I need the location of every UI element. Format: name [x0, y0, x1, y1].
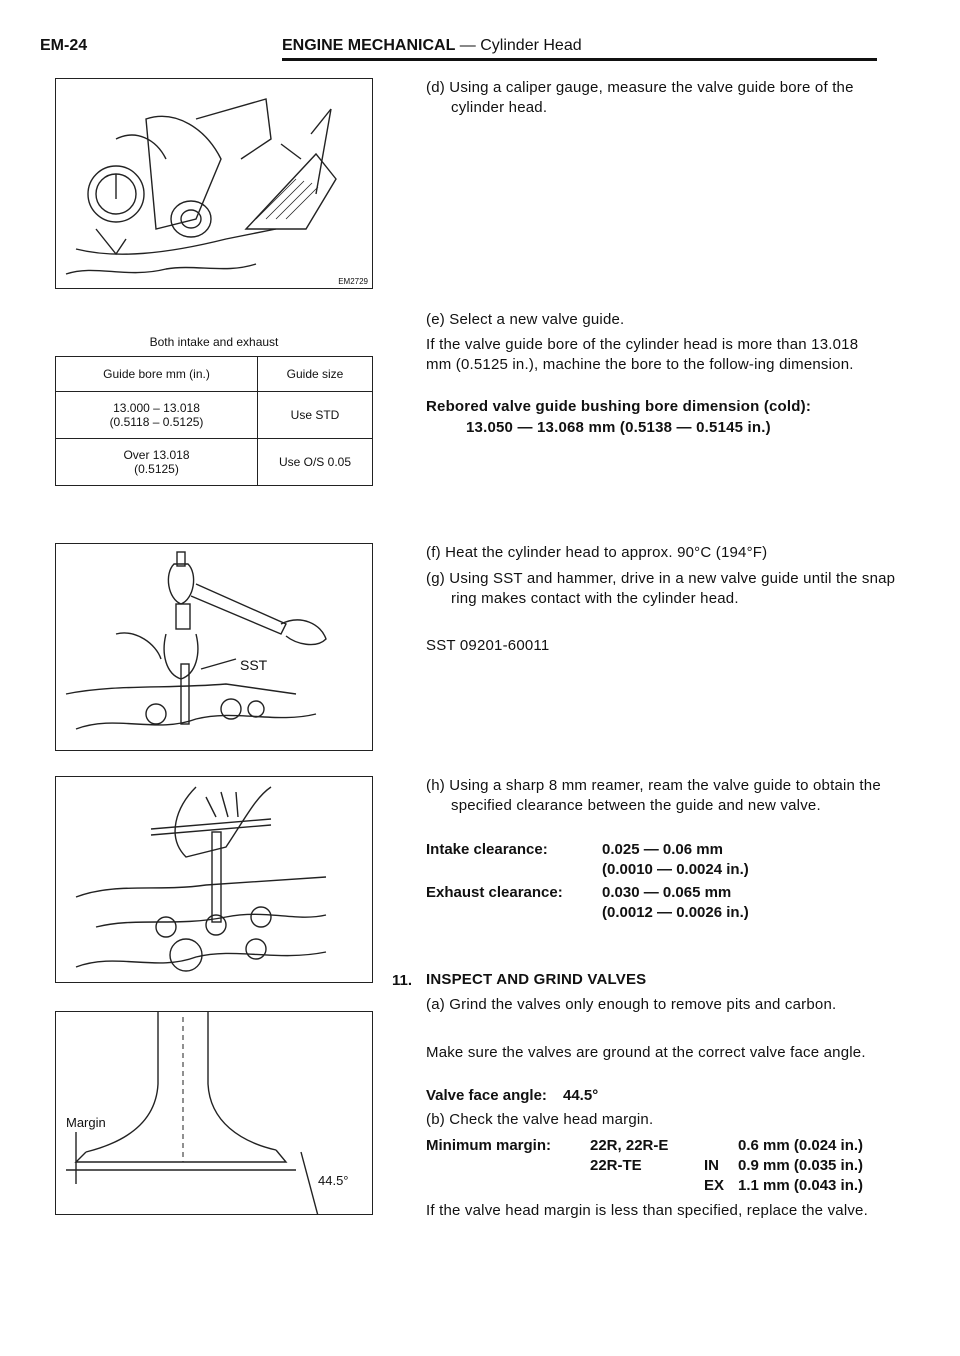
step-g: (g) Using SST and hammer, drive in a new valve guide until the snap ring makes contact with the cylinder head.	[426, 570, 896, 607]
margin-type: IN	[704, 1157, 719, 1174]
step-a-text: Make sure the valves are ground at the correct valve face angle.	[426, 1044, 866, 1061]
table-header-row	[56, 357, 373, 392]
step-e: (e) Select a new valve guide.	[426, 311, 625, 328]
bore-cell	[56, 439, 258, 486]
margin-engine: 22R-TE	[590, 1157, 642, 1174]
bore-line1: Over 13.018	[123, 448, 190, 462]
exhaust-in: (0.0012 — 0.0026 in.)	[602, 904, 749, 921]
section-number: 11.	[392, 972, 413, 989]
figure-reamer	[55, 776, 373, 983]
header-guide-bore: Guide bore mm (in.)	[56, 357, 258, 392]
margin-engine: 22R, 22R-E	[590, 1137, 669, 1154]
bore-line1: 13.000 – 13.018	[113, 401, 200, 415]
margin-label: Margin	[66, 1115, 106, 1130]
caliper-gauge-illustration	[56, 79, 372, 288]
rebored-label: Rebored valve guide bushing bore dimension (cold):	[426, 398, 812, 415]
margin-value: 0.6 mm (0.024 in.)	[738, 1137, 864, 1154]
intake-in: (0.0010 — 0.0024 in.)	[602, 861, 749, 878]
valve-margin-illustration	[56, 1012, 372, 1214]
step-e-text: If the valve guide bore of the cylinder head is more than 13.018 mm (0.5125 in.), machine the bore to the follow-ing dimension.	[426, 336, 859, 373]
bore-line2: (0.5125)	[134, 462, 179, 476]
rebored-value: 13.050 — 13.068 mm (0.5138 — 0.5145 in.)	[466, 419, 771, 436]
figure-valve-margin	[55, 1011, 373, 1215]
bore-cell	[56, 392, 258, 439]
exhaust-mm: 0.030 — 0.065 mm	[602, 884, 732, 901]
guide-size-table	[55, 356, 373, 486]
angle-label: 44.5°	[318, 1173, 349, 1188]
reamer-illustration	[56, 777, 372, 982]
size-cell: Use O/S 0.05	[258, 439, 373, 486]
step-f: (f) Heat the cylinder head to approx. 90°C (194°F)	[426, 544, 768, 561]
section-name: ENGINE MECHANICAL	[282, 37, 456, 54]
page-code: EM-24	[40, 37, 88, 54]
section-title: INSPECT AND GRIND VALVES	[426, 971, 647, 988]
table-row	[56, 439, 373, 486]
closing-text: If the valve head margin is less than specified, replace the valve.	[426, 1202, 868, 1219]
hammer-sst-illustration	[56, 544, 372, 750]
exhaust-label: Exhaust clearance:	[426, 884, 563, 901]
sst-number: SST 09201-60011	[426, 637, 550, 654]
intake-label: Intake clearance:	[426, 841, 548, 858]
figure-hammer-sst	[55, 543, 373, 751]
min-margin-label: Minimum margin:	[426, 1137, 552, 1154]
table-caption: Both intake and exhaust	[149, 335, 279, 349]
header-rule	[282, 58, 877, 61]
step-b: (b) Check the valve head margin.	[426, 1111, 654, 1128]
step-h: (h) Using a sharp 8 mm reamer, ream the valve guide to obtain the specified clearance between the guide and new valve.	[426, 777, 881, 814]
face-angle-value: 44.5°	[563, 1087, 599, 1104]
margin-value: 1.1 mm (0.043 in.)	[738, 1177, 864, 1194]
margin-type: EX	[704, 1177, 725, 1194]
step-a: (a) Grind the valves only enough to remove pits and carbon.	[426, 996, 837, 1013]
intake-mm: 0.025 — 0.06 mm	[602, 841, 723, 858]
face-angle-label: Valve face angle:	[426, 1087, 547, 1104]
figure-code: EM2729	[338, 277, 368, 286]
header-guide-size: Guide size	[258, 357, 373, 392]
table-row	[56, 392, 373, 439]
size-cell: Use STD	[258, 392, 373, 439]
subsection-name: — Cylinder Head	[459, 37, 582, 54]
margin-value: 0.9 mm (0.035 in.)	[738, 1157, 864, 1174]
figure-caliper-gauge	[55, 78, 373, 289]
page-title	[282, 37, 582, 55]
step-d: (d) Using a caliper gauge, measure the valve guide bore of the cylinder head.	[426, 79, 854, 116]
sst-label: SST	[240, 657, 268, 673]
bore-line2: (0.5118 – 0.5125)	[109, 415, 204, 429]
